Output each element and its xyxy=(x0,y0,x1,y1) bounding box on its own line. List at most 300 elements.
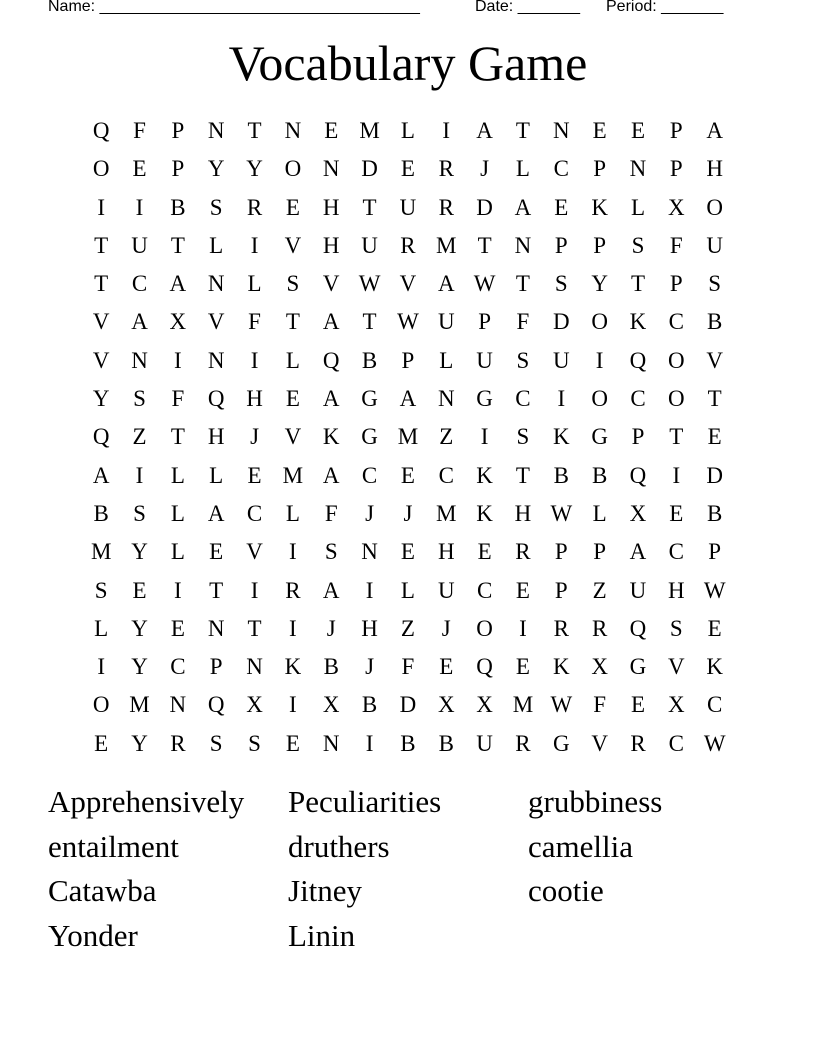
grid-letter: F xyxy=(248,309,261,335)
grid-letter: C xyxy=(438,462,454,488)
grid-letter: A xyxy=(629,539,647,565)
grid-letter: Q xyxy=(629,347,647,373)
grid-letter: I xyxy=(442,118,451,143)
grid-letter: L xyxy=(209,232,224,258)
grid-letter: U xyxy=(437,577,455,603)
grid-row xyxy=(82,303,734,341)
grid-letter: R xyxy=(515,730,531,756)
grid-letter: T xyxy=(362,309,377,335)
grid-letter: I xyxy=(519,615,527,641)
grid-letter: B xyxy=(361,347,378,373)
grid-letter: L xyxy=(439,347,454,373)
grid-letter: N xyxy=(207,118,225,143)
grid-letter: K xyxy=(629,309,647,335)
grid-letter: P xyxy=(171,118,185,143)
grid-letter: O xyxy=(668,347,685,373)
grid-letter: G xyxy=(476,386,493,412)
grid-letter: J xyxy=(403,500,413,526)
grid-letter: E xyxy=(554,194,569,220)
grid-letter: S xyxy=(516,347,530,373)
grid-letter: Q xyxy=(476,654,493,680)
grid-letter: N xyxy=(322,156,340,182)
grid-letter: E xyxy=(247,462,262,488)
grid-letter: V xyxy=(399,271,417,297)
grid-letter: L xyxy=(247,271,262,297)
date-field-label: Date: _______ xyxy=(475,0,580,15)
grid-letter: S xyxy=(209,194,223,220)
grid-letter: L xyxy=(592,500,607,526)
grid-letter: B xyxy=(400,730,416,756)
grid-letter: C xyxy=(553,156,569,182)
grid-letter: I xyxy=(250,577,259,603)
grid-letter: R xyxy=(591,615,608,641)
word-search-grid xyxy=(82,112,734,763)
grid-letter: T xyxy=(515,462,530,488)
grid-letter: I xyxy=(365,577,374,603)
grid-letter: T xyxy=(515,271,530,297)
grid-letter: C xyxy=(170,654,186,680)
grid-letter: W xyxy=(397,309,419,335)
grid-letter: M xyxy=(436,232,457,258)
grid-letter: O xyxy=(591,309,608,335)
grid-row xyxy=(82,572,734,610)
word-list xyxy=(48,780,768,959)
grid-letter: G xyxy=(361,424,378,450)
worksheet-header xyxy=(48,0,748,18)
grid-letter: R xyxy=(438,156,454,182)
grid-letter: N xyxy=(246,654,263,680)
grid-letter: R xyxy=(515,539,531,565)
grid-letter: G xyxy=(591,424,608,450)
grid-letter: P xyxy=(554,577,568,603)
grid-letter: E xyxy=(170,615,185,641)
grid-letter: E xyxy=(94,730,109,756)
grid-letter: S xyxy=(708,271,722,297)
grid-letter: M xyxy=(397,424,419,450)
grid-letter: B xyxy=(93,500,109,526)
grid-letter: C xyxy=(131,271,148,297)
grid-letter: Y xyxy=(92,386,110,412)
grid-letter: I xyxy=(135,194,144,220)
grid-letter: N xyxy=(207,615,225,641)
grid-letter: Z xyxy=(439,424,454,450)
grid-letter: M xyxy=(436,500,457,526)
grid-letter: P xyxy=(669,156,683,182)
grid-letter: D xyxy=(706,462,723,488)
grid-letter: K xyxy=(476,462,493,488)
grid-letter: E xyxy=(630,118,646,143)
grid-row xyxy=(82,457,734,495)
grid-letter: A xyxy=(131,309,148,335)
grid-letter: B xyxy=(553,462,569,488)
grid-letter: J xyxy=(326,615,336,641)
grid-letter: V xyxy=(92,347,110,373)
grid-letter: X xyxy=(246,692,263,718)
grid-letter: S xyxy=(133,386,146,412)
grid-letter: T xyxy=(515,118,530,143)
grid-letter: V xyxy=(706,347,723,373)
grid-letter: A xyxy=(322,386,340,412)
grid-letter: A xyxy=(706,118,723,143)
grid-letter: Q xyxy=(207,386,225,412)
grid-letter: I xyxy=(289,539,297,565)
grid-letter: U xyxy=(131,232,148,258)
grid-letter: F xyxy=(593,692,607,718)
grid-letter: M xyxy=(282,462,304,488)
word-list-item: Apprehensively xyxy=(48,784,245,819)
grid-letter: I xyxy=(250,232,259,258)
grid-letter: R xyxy=(630,730,646,756)
grid-letter: S xyxy=(631,232,645,258)
grid-letter: H xyxy=(514,500,532,526)
grid-letter: P xyxy=(478,309,491,335)
grid-letter: K xyxy=(552,654,570,680)
grid-letter: A xyxy=(322,462,340,488)
grid-letter: C xyxy=(476,577,493,603)
grid-row xyxy=(82,495,734,533)
grid-letter: R xyxy=(170,730,186,756)
grid-letter: U xyxy=(399,194,417,220)
grid-letter: M xyxy=(512,692,534,718)
name-field-label: Name: ____________________________________ xyxy=(48,0,420,15)
grid-letter: T xyxy=(94,271,109,297)
grid-letter: V xyxy=(246,539,263,565)
grid-letter: W xyxy=(358,271,381,297)
grid-letter: H xyxy=(207,424,225,450)
grid-letter: E xyxy=(707,424,722,450)
grid-letter: Y xyxy=(131,730,148,756)
word-list-item: Peculiarities xyxy=(288,784,442,819)
grid-letter: U xyxy=(437,309,455,335)
grid-letter: L xyxy=(170,539,185,565)
grid-letter: K xyxy=(322,424,340,450)
grid-letter: T xyxy=(170,232,185,258)
grid-letter: C xyxy=(707,692,723,718)
grid-row xyxy=(82,610,734,648)
period-field-label: Period: _______ xyxy=(606,0,724,15)
grid-letter: P xyxy=(554,539,568,565)
grid-letter: X xyxy=(668,194,685,220)
grid-letter: B xyxy=(591,462,608,488)
grid-letter: R xyxy=(400,232,416,258)
grid-row xyxy=(82,265,734,303)
grid-letter: M xyxy=(129,692,150,718)
grid-letter: A xyxy=(322,577,340,603)
grid-letter: R xyxy=(553,615,569,641)
word-list-item: Linin xyxy=(288,918,356,954)
page-title: Vocabulary Game xyxy=(228,35,588,91)
grid-letter: C xyxy=(246,500,263,526)
grid-row xyxy=(82,418,734,456)
grid-letter: F xyxy=(324,500,338,526)
grid-row xyxy=(82,380,734,418)
grid-letter: N xyxy=(207,347,225,373)
grid-letter: V xyxy=(591,730,608,756)
grid-letter: W xyxy=(703,577,726,603)
grid-letter: S xyxy=(554,271,568,297)
word-list-item: camellia xyxy=(528,828,633,864)
grid-letter: B xyxy=(323,654,339,680)
grid-letter: Q xyxy=(207,692,225,718)
grid-letter: I xyxy=(174,347,182,373)
grid-letter: B xyxy=(170,194,186,220)
grid-letter: T xyxy=(247,615,262,641)
grid-letter: H xyxy=(668,577,685,603)
grid-row xyxy=(82,342,734,380)
grid-letter: P xyxy=(593,156,607,182)
grid-letter: E xyxy=(400,156,415,182)
grid-letter: T xyxy=(94,232,109,258)
grid-letter: C xyxy=(515,386,531,412)
grid-letter: X xyxy=(169,309,187,335)
grid-letter: G xyxy=(361,386,378,412)
grid-letter: S xyxy=(209,730,223,756)
grid-letter: I xyxy=(595,347,604,373)
grid-letter: P xyxy=(593,539,607,565)
grid-letter: O xyxy=(706,194,723,220)
grid-letter: I xyxy=(289,615,297,641)
grid-letter: V xyxy=(284,232,302,258)
grid-letter: E xyxy=(285,730,300,756)
grid-letter: X xyxy=(476,692,493,718)
grid-letter: S xyxy=(286,271,300,297)
grid-letter: O xyxy=(284,156,302,182)
grid-letter: Y xyxy=(246,156,263,182)
grid-letter: C xyxy=(668,730,684,756)
grid-letter: E xyxy=(324,118,339,143)
grid-letter: A xyxy=(322,309,340,335)
grid-letter: E xyxy=(707,615,722,641)
grid-letter: L xyxy=(515,156,530,182)
grid-letter: E xyxy=(132,577,147,603)
grid-letter: P xyxy=(171,156,185,182)
grid-letter: U xyxy=(476,347,493,373)
grid-letter: E xyxy=(515,654,530,680)
grid-letter: C xyxy=(630,386,646,412)
grid-letter: D xyxy=(476,194,493,220)
grid-letter: L xyxy=(94,615,109,641)
grid-row xyxy=(82,227,734,265)
grid-letter: F xyxy=(669,232,683,258)
grid-letter: E xyxy=(285,386,300,412)
grid-letter: U xyxy=(552,347,570,373)
grid-letter: C xyxy=(361,462,378,488)
grid-letter: Y xyxy=(207,156,225,182)
grid-letter: O xyxy=(92,692,110,718)
word-list-item: Catawba xyxy=(48,873,157,909)
grid-letter: P xyxy=(669,271,683,297)
grid-letter: X xyxy=(629,500,647,526)
grid-letter: P xyxy=(593,232,607,258)
grid-letter: E xyxy=(285,194,300,220)
grid-letter: O xyxy=(476,615,493,641)
grid-letter: W xyxy=(550,500,573,526)
grid-letter: T xyxy=(170,424,185,450)
grid-letter: N xyxy=(361,539,378,565)
word-list-item: druthers xyxy=(288,828,390,864)
grid-row xyxy=(82,150,734,188)
grid-letter: P xyxy=(708,539,722,565)
grid-letter: A xyxy=(92,462,110,488)
grid-letter: X xyxy=(437,692,455,718)
grid-letter: A xyxy=(476,118,493,143)
grid-letter: P xyxy=(669,118,683,143)
grid-row xyxy=(82,648,734,686)
grid-letter: T xyxy=(669,424,684,450)
grid-letter: M xyxy=(90,539,112,565)
grid-letter: L xyxy=(400,118,415,143)
grid-letter: S xyxy=(248,730,261,756)
grid-letter: O xyxy=(668,386,685,412)
grid-letter: N xyxy=(437,386,455,412)
grid-letter: B xyxy=(438,730,454,756)
grid-letter: H xyxy=(246,386,263,412)
grid-letter: H xyxy=(437,539,455,565)
grid-letter: W xyxy=(473,271,496,297)
grid-letter: X xyxy=(668,692,685,718)
grid-letter: I xyxy=(250,347,259,373)
grid-letter: L xyxy=(170,500,185,526)
grid-row xyxy=(82,725,734,763)
grid-letter: U xyxy=(361,232,378,258)
grid-letter: B xyxy=(361,692,378,718)
grid-letter: L xyxy=(285,500,300,526)
grid-letter: E xyxy=(400,462,415,488)
grid-letter: U xyxy=(629,577,647,603)
grid-letter: P xyxy=(401,347,415,373)
grid-letter: A xyxy=(169,271,187,297)
grid-letter: R xyxy=(438,194,454,220)
grid-letter: K xyxy=(706,654,723,680)
grid-letter: T xyxy=(477,232,492,258)
grid-letter: I xyxy=(97,194,105,220)
grid-letter: G xyxy=(629,654,647,680)
grid-letter: L xyxy=(400,577,415,603)
grid-letter: G xyxy=(552,730,570,756)
grid-letter: N xyxy=(514,232,532,258)
grid-letter: E xyxy=(592,118,607,143)
grid-letter: E xyxy=(669,500,684,526)
grid-letter: Y xyxy=(131,539,148,565)
grid-letter: S xyxy=(133,500,146,526)
grid-letter: K xyxy=(552,424,570,450)
grid-letter: T xyxy=(707,386,722,412)
grid-letter: S xyxy=(324,539,338,565)
grid-letter: E xyxy=(630,692,646,718)
word-list-item: Yonder xyxy=(48,918,138,954)
grid-letter: N xyxy=(207,271,225,297)
grid-letter: K xyxy=(591,194,608,220)
grid-letter: B xyxy=(707,309,723,335)
grid-letter: E xyxy=(400,539,415,565)
grid-letter: Q xyxy=(92,118,110,143)
grid-letter: V xyxy=(92,309,110,335)
grid-letter: T xyxy=(285,309,300,335)
grid-letter: N xyxy=(169,692,187,718)
grid-letter: J xyxy=(365,500,375,526)
grid-letter: T xyxy=(362,194,377,220)
grid-letter: U xyxy=(706,232,723,258)
grid-letter: C xyxy=(668,539,684,565)
grid-letter: Z xyxy=(592,577,607,603)
grid-letter: N xyxy=(131,347,148,373)
grid-letter: I xyxy=(97,654,105,680)
grid-letter: V xyxy=(284,424,302,450)
grid-letter: E xyxy=(477,539,492,565)
grid-letter: P xyxy=(209,654,223,680)
grid-letter: R xyxy=(285,577,301,603)
grid-letter: H xyxy=(706,156,723,182)
word-list-item: grubbiness xyxy=(528,784,663,819)
grid-letter: T xyxy=(630,271,646,297)
grid-letter: E xyxy=(132,156,147,182)
grid-letter: L xyxy=(170,462,185,488)
grid-letter: N xyxy=(322,730,340,756)
grid-letter: K xyxy=(476,500,493,526)
grid-letter: A xyxy=(207,500,225,526)
grid-letter: I xyxy=(365,730,374,756)
grid-letter: J xyxy=(441,615,451,641)
grid-letter: D xyxy=(399,692,417,718)
grid-letter: L xyxy=(209,462,224,488)
grid-letter: H xyxy=(361,615,378,641)
grid-letter: B xyxy=(707,500,723,526)
grid-letter: F xyxy=(133,118,146,143)
word-list-item: Jitney xyxy=(288,873,363,909)
grid-letter: W xyxy=(703,730,726,756)
grid-letter: Q xyxy=(629,462,647,488)
grid-letter: J xyxy=(250,424,260,450)
grid-letter: N xyxy=(629,156,647,182)
grid-letter: S xyxy=(516,424,530,450)
grid-letter: P xyxy=(554,232,568,258)
grid-row xyxy=(82,533,734,571)
grid-letter: X xyxy=(591,654,608,680)
grid-letter: I xyxy=(289,692,297,718)
grid-letter: H xyxy=(322,194,340,220)
grid-letter: S xyxy=(669,615,683,641)
grid-letter: C xyxy=(668,309,684,335)
grid-letter: Y xyxy=(131,615,148,641)
grid-letter: N xyxy=(284,118,302,143)
grid-letter: I xyxy=(672,462,681,488)
grid-letter: F xyxy=(516,309,530,335)
grid-letter: D xyxy=(361,156,378,182)
grid-letter: O xyxy=(92,156,110,182)
grid-letter: I xyxy=(135,462,144,488)
grid-letter: I xyxy=(174,577,182,603)
grid-row xyxy=(82,189,734,227)
grid-letter: H xyxy=(322,232,340,258)
grid-letter: F xyxy=(401,654,415,680)
grid-letter: L xyxy=(285,347,300,373)
grid-letter: M xyxy=(359,118,380,143)
grid-letter: Q xyxy=(322,347,340,373)
grid-letter: Y xyxy=(591,271,608,297)
grid-letter: I xyxy=(480,424,489,450)
grid-row xyxy=(82,112,734,150)
grid-letter: W xyxy=(550,692,573,718)
grid-letter: Q xyxy=(629,615,647,641)
grid-letter: Y xyxy=(131,654,148,680)
grid-letter: N xyxy=(552,118,570,143)
grid-letter: F xyxy=(171,386,185,412)
grid-letter: J xyxy=(480,156,490,182)
grid-letter: O xyxy=(591,386,608,412)
grid-letter: I xyxy=(557,386,566,412)
grid-letter: Z xyxy=(400,615,415,641)
grid-letter: E xyxy=(439,654,454,680)
